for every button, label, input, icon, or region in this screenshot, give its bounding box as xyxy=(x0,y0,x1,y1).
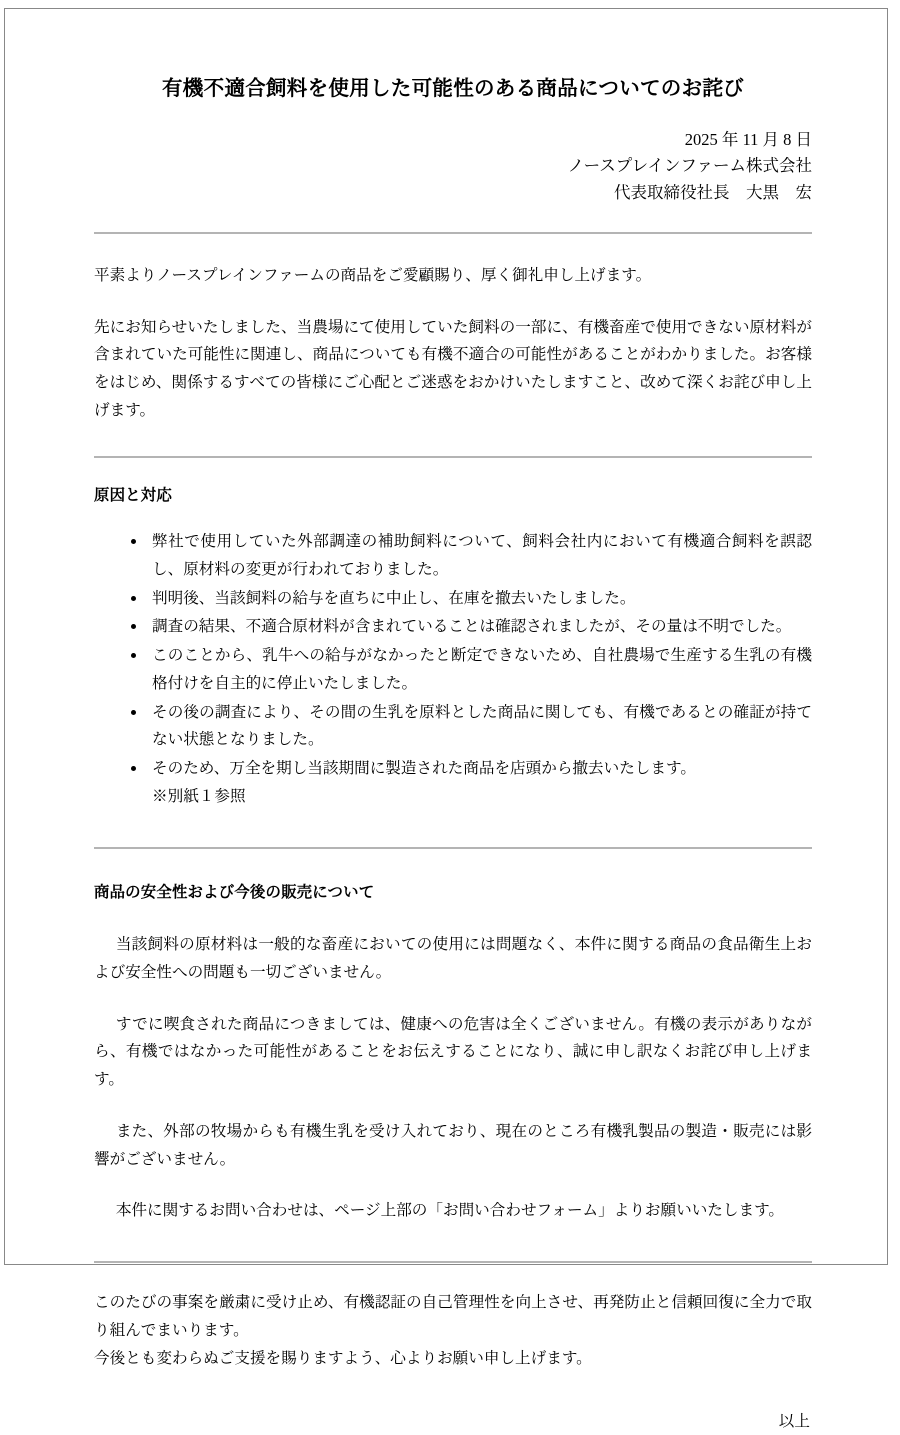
list-item xyxy=(152,585,812,613)
list-item-text: その後の調査により、その間の生乳を原料とした商品に関しても、有機であるとの確証が持てない状態となりました。 xyxy=(152,703,812,749)
document-content xyxy=(94,9,812,1435)
safety-paragraph-3: また、外部の牧場からも有機生乳を受け入れており、現在のところ有機乳製品の製造・販売には影響がございません。 xyxy=(94,1122,812,1168)
safety-paragraph-2: すでに喫食された商品につきましては、健康への危害は全くございません。有機の表示がありながら、有機ではなかった可能性があることをお伝えすることになり、誠に申し訳なくお詫び申し上げます。 xyxy=(94,1015,812,1089)
document-date: 2025 年 11 月 8 日 xyxy=(684,129,812,149)
greeting-paragraph: 平素よりノースプレインファームの商品をご愛顧賜り、厚く御礼申し上げます。 xyxy=(94,266,652,284)
list-item-text: 判明後、当該飼料の給与を直ちに中止し、在庫を撤去いたしました。 xyxy=(152,589,636,607)
section-heading-cause: 原因と対応 xyxy=(94,485,172,504)
divider-after-cause xyxy=(94,847,812,849)
apology-paragraph: 先にお知らせいたしました、当農場にて使用していた飼料の一部に、有機畜産で使用できない原材料が含まれていた可能性に関連し、商品についても有機不適合の可能性があることがわかりました。お客様をはじめ、関係するすべての皆様にご心配とご迷惑をおかけいたしますこと、改めて深くお詫び申し上げます。 xyxy=(94,318,812,419)
list-item xyxy=(152,642,812,698)
document-meta-block xyxy=(94,127,812,207)
divider-after-intro xyxy=(94,456,812,458)
divider-top xyxy=(94,232,812,234)
page-title: 有機不適合飼料を使用した可能性のある商品についてのお詫び xyxy=(162,76,744,100)
signoff-text: 以上 xyxy=(778,1413,810,1431)
list-item-text: 弊社で使用していた外部調達の補助飼料について、飼料会社内において有機適合飼料を誤認し、原材料の変更が行われておりました。 xyxy=(152,533,812,578)
list-item xyxy=(152,699,812,755)
company-name: ノースプレインファーム株式会社 xyxy=(567,156,812,176)
list-item-text: そのため、万全を期し当該期間に製造された商品を店頭から撤去いたします。 xyxy=(152,760,696,778)
section-heading-safety: 商品の安全性および今後の販売について xyxy=(94,882,375,901)
document-page xyxy=(4,8,888,1431)
list-item-text: 調査の結果、不適合原材料が含まれていることは確認されましたが、その量は不明でした。 xyxy=(152,618,792,636)
list-item xyxy=(152,528,812,584)
cause-bullet-list xyxy=(94,528,812,811)
list-item xyxy=(152,613,812,641)
closing-line-2: 今後とも変わらぬご支援を賜りますよう、心よりお願い申し上げます。 xyxy=(94,1349,592,1367)
list-item xyxy=(152,755,812,811)
signatory-name: 代表取締役社長 大黒 宏 xyxy=(614,183,812,203)
list-item-text: このことから、乳牛への給与がなかったと断定できないため、自社農場で生産する生乳の有機格付けを自主的に停止いたしました。 xyxy=(152,647,812,692)
closing-line-1: このたびの事案を厳粛に受け止め、有機認証の自己管理性を向上させ、再発防止と信頼回復に全力で取り組んでまいります。 xyxy=(94,1294,812,1339)
divider-before-closing xyxy=(94,1261,812,1263)
closing-block xyxy=(94,1289,812,1372)
safety-paragraph-1: 当該飼料の原材料は一般的な畜産においての使用には問題なく、本件に関する商品の食品衛生上および安全性への問題も一切ございません。 xyxy=(94,936,812,981)
safety-paragraph-4: 本件に関するお問い合わせは、ページ上部の「お問い合わせフォーム」よりお願いいたします。 xyxy=(115,1202,785,1220)
list-item-note: ※別紙１参照 xyxy=(152,787,246,805)
